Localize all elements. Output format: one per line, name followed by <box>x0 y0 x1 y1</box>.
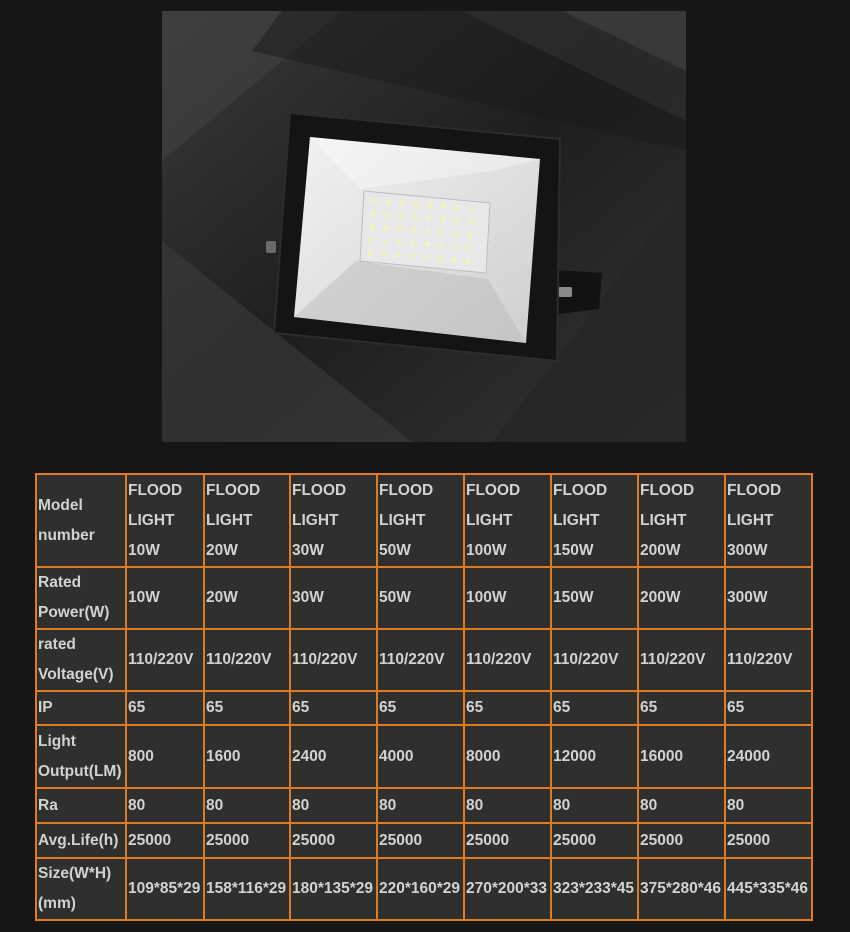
table-cell <box>464 725 551 788</box>
cell-value: 300W <box>727 589 768 606</box>
cell-value: 16000 <box>640 747 684 765</box>
cell-value: 25000 <box>292 831 336 849</box>
table-row <box>36 823 812 858</box>
row-header-cell <box>36 788 126 823</box>
cell-value: 100W <box>466 589 507 606</box>
spec-table-body <box>36 474 812 920</box>
table-cell <box>126 629 204 691</box>
cell-value: 110/220V <box>553 651 619 668</box>
cell-value: 445*335*46 <box>727 880 809 897</box>
table-cell <box>126 858 204 920</box>
table-cell <box>126 823 204 858</box>
table-cell <box>725 474 812 567</box>
cell-value: 65 <box>292 699 310 716</box>
table-cell <box>377 788 464 823</box>
table-cell <box>551 691 638 725</box>
cell-value: 65 <box>466 699 484 716</box>
table-cell <box>464 788 551 823</box>
row-header-label: Size(W*H) (mm) <box>38 865 112 912</box>
table-row <box>36 725 812 788</box>
table-cell <box>638 788 725 823</box>
cell-value: FLOOD LIGHT 200W <box>640 481 695 559</box>
row-header-label: Model number <box>38 496 95 544</box>
cell-value: 1600 <box>206 747 241 765</box>
cell-value: 65 <box>128 699 146 716</box>
table-cell <box>204 725 290 788</box>
cell-value: 220*160*29 <box>379 880 461 897</box>
cell-value: 20W <box>206 589 238 606</box>
cell-value: 180*135*29 <box>292 880 374 897</box>
cell-value: FLOOD LIGHT 100W <box>466 481 521 559</box>
row-header-label: Light Output(LM) <box>38 732 122 780</box>
cell-value: 80 <box>206 796 224 814</box>
table-cell <box>725 788 812 823</box>
row-header-cell <box>36 629 126 691</box>
cell-value: FLOOD LIGHT 20W <box>206 481 261 559</box>
cell-value: 110/220V <box>466 651 532 668</box>
table-cell <box>290 788 377 823</box>
table-cell <box>377 858 464 920</box>
table-cell <box>126 788 204 823</box>
table-cell <box>204 823 290 858</box>
table-cell <box>377 725 464 788</box>
row-header-cell <box>36 474 126 567</box>
table-cell <box>290 474 377 567</box>
table-cell <box>377 629 464 691</box>
table-cell <box>464 858 551 920</box>
cell-value: 270*200*33 <box>466 880 548 897</box>
cell-value: 110/220V <box>640 651 706 668</box>
cell-value: 80 <box>553 796 571 814</box>
cell-value: 158*116*29 <box>206 880 287 897</box>
table-cell <box>204 474 290 567</box>
table-cell <box>725 858 812 920</box>
cell-value: 110/220V <box>727 651 793 668</box>
cell-value: 110/220V <box>206 651 272 668</box>
row-header-cell <box>36 858 126 920</box>
cell-value: FLOOD LIGHT 50W <box>379 481 434 559</box>
table-cell <box>377 691 464 725</box>
table-cell <box>126 725 204 788</box>
cell-value: FLOOD LIGHT 30W <box>292 481 347 559</box>
table-cell <box>204 788 290 823</box>
cell-value: 30W <box>292 589 324 606</box>
cell-value: 50W <box>379 589 411 606</box>
table-row <box>36 629 812 691</box>
row-header-cell <box>36 823 126 858</box>
table-cell <box>204 567 290 629</box>
table-cell <box>551 823 638 858</box>
table-row <box>36 858 812 920</box>
cell-value: 110/220V <box>128 651 194 668</box>
table-cell <box>638 858 725 920</box>
table-row <box>36 567 812 629</box>
cell-value: 80 <box>640 796 658 814</box>
cell-value: 25000 <box>466 831 510 849</box>
table-cell <box>638 725 725 788</box>
cell-value: FLOOD LIGHT 10W <box>128 481 183 559</box>
table-cell <box>551 858 638 920</box>
table-cell <box>126 691 204 725</box>
table-cell <box>464 567 551 629</box>
table-cell <box>377 474 464 567</box>
cell-value: 323*233*45 <box>553 880 635 897</box>
table-cell <box>638 474 725 567</box>
table-cell <box>204 629 290 691</box>
row-header-label: Rated Power(W) <box>38 574 110 621</box>
table-cell <box>638 567 725 629</box>
row-header-cell <box>36 725 126 788</box>
table-cell <box>290 567 377 629</box>
cell-value: 25000 <box>206 831 250 849</box>
table-cell <box>464 823 551 858</box>
cell-value: 4000 <box>379 747 414 765</box>
cell-value: 200W <box>640 589 681 606</box>
cell-value: 150W <box>553 589 594 606</box>
cell-value: 8000 <box>466 747 501 765</box>
table-cell <box>638 823 725 858</box>
cell-value: 110/220V <box>379 651 445 668</box>
table-cell <box>464 474 551 567</box>
row-header-label: rated Voltage(V) <box>38 636 114 683</box>
product-photo <box>162 11 686 442</box>
spec-table <box>35 473 813 921</box>
cell-value: 80 <box>466 796 484 814</box>
cell-value: 80 <box>379 796 397 814</box>
table-cell <box>551 629 638 691</box>
table-cell <box>725 567 812 629</box>
table-cell <box>725 725 812 788</box>
cell-value: 65 <box>553 699 571 716</box>
table-cell <box>551 725 638 788</box>
table-cell <box>290 691 377 725</box>
cell-value: 80 <box>292 796 310 814</box>
table-cell <box>377 823 464 858</box>
table-row <box>36 691 812 725</box>
cell-value: 65 <box>727 699 745 716</box>
table-cell <box>551 567 638 629</box>
cell-value: 110/220V <box>292 651 358 668</box>
row-header-cell <box>36 691 126 725</box>
table-row <box>36 474 812 567</box>
table-cell <box>464 629 551 691</box>
cell-value: 800 <box>128 747 154 765</box>
cell-value: 25000 <box>128 831 172 849</box>
cell-value: 65 <box>640 699 658 716</box>
table-cell <box>126 567 204 629</box>
table-cell <box>126 474 204 567</box>
table-cell <box>464 691 551 725</box>
table-cell <box>725 629 812 691</box>
table-cell <box>290 823 377 858</box>
cell-value: 25000 <box>727 831 771 849</box>
table-cell <box>290 725 377 788</box>
cell-value: 24000 <box>727 747 771 765</box>
cell-value: 25000 <box>379 831 423 849</box>
table-cell <box>290 858 377 920</box>
table-row <box>36 788 812 823</box>
cell-value: 25000 <box>553 831 597 849</box>
cell-value: 109*85*29 <box>128 880 201 897</box>
cell-value: 12000 <box>553 747 597 765</box>
flood-light-image <box>162 11 686 442</box>
table-cell <box>725 823 812 858</box>
cell-value: 65 <box>206 699 224 716</box>
cell-value: 10W <box>128 589 160 606</box>
cell-value: 375*280*46 <box>640 880 722 897</box>
table-cell <box>290 629 377 691</box>
table-cell <box>204 858 290 920</box>
cell-value: 80 <box>727 796 745 814</box>
cell-value: 80 <box>128 796 146 814</box>
row-header-cell <box>36 567 126 629</box>
row-header-label: IP <box>38 699 53 716</box>
table-cell <box>638 691 725 725</box>
cell-value: 2400 <box>292 747 327 765</box>
cell-value: FLOOD LIGHT 150W <box>553 481 608 559</box>
table-cell <box>551 788 638 823</box>
table-cell <box>204 691 290 725</box>
table-cell <box>725 691 812 725</box>
cell-value: FLOOD LIGHT 300W <box>727 481 782 559</box>
cell-value: 65 <box>379 699 397 716</box>
table-cell <box>377 567 464 629</box>
row-header-label: Avg.Life(h) <box>38 831 119 849</box>
table-cell <box>638 629 725 691</box>
row-header-label: Ra <box>38 796 58 814</box>
table-cell <box>551 474 638 567</box>
cell-value: 25000 <box>640 831 684 849</box>
